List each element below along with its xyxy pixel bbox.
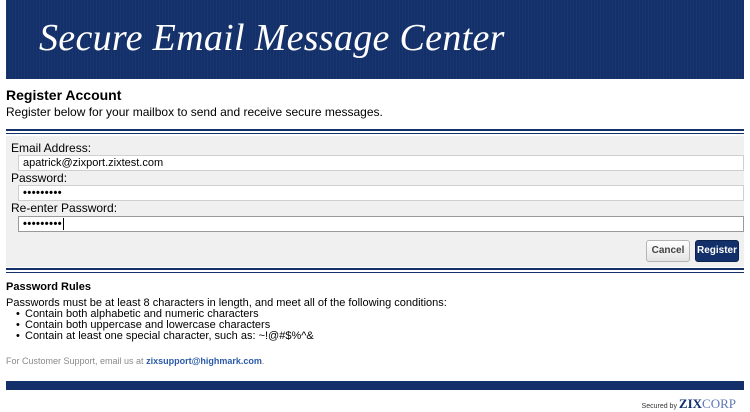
page-subtitle: Register below for your mailbox to send and receive secure messages. xyxy=(6,105,383,119)
password-rules-heading: Password Rules xyxy=(6,281,91,293)
divider xyxy=(6,268,744,273)
password-label: Password: xyxy=(11,171,68,185)
header-banner xyxy=(6,0,744,79)
bullet-icon: • xyxy=(16,319,20,331)
reenter-password-field[interactable] xyxy=(18,216,744,232)
cancel-button[interactable]: Cancel xyxy=(646,240,690,262)
support-email-link[interactable]: zixsupport@highmark.com xyxy=(146,356,262,366)
reenter-password-label: Re-enter Password: xyxy=(11,201,118,215)
support-text: For Customer Support, email us at zixsupport@highmark.com. xyxy=(6,356,265,366)
divider xyxy=(6,129,744,134)
list-item: • Contain both uppercase and lowercase characters xyxy=(16,319,271,331)
secured-by-badge: Secured by ZIXCORP xyxy=(641,396,736,411)
bullet-icon: • xyxy=(16,308,20,320)
password-rules-list xyxy=(16,309,314,342)
register-button[interactable]: Register xyxy=(695,240,739,262)
list-item: • Contain at least one special character, such as: ~!@#$%^& xyxy=(16,330,314,342)
page-title: Register Account xyxy=(6,87,122,103)
password-value: ••••••••• xyxy=(23,187,63,199)
app-title: Secure Email Message Center xyxy=(39,17,505,59)
list-item: • Contain both alphabetic and numeric characters xyxy=(16,308,259,320)
registration-form xyxy=(6,136,744,267)
password-rules-intro: Passwords must be at least 8 characters in length, and meet all of the following conditions: xyxy=(6,297,447,309)
bullet-icon: • xyxy=(16,330,20,342)
reenter-password-value: ••••••••• xyxy=(23,218,63,230)
footer-bar xyxy=(6,381,744,390)
email-value: apatrick@zixport.zixtest.com xyxy=(23,157,164,169)
password-field[interactable] xyxy=(18,185,744,201)
text-caret xyxy=(63,218,64,230)
email-label: Email Address: xyxy=(11,141,92,155)
email-field[interactable] xyxy=(18,155,744,171)
zixcorp-logo: ZIX xyxy=(678,396,703,411)
